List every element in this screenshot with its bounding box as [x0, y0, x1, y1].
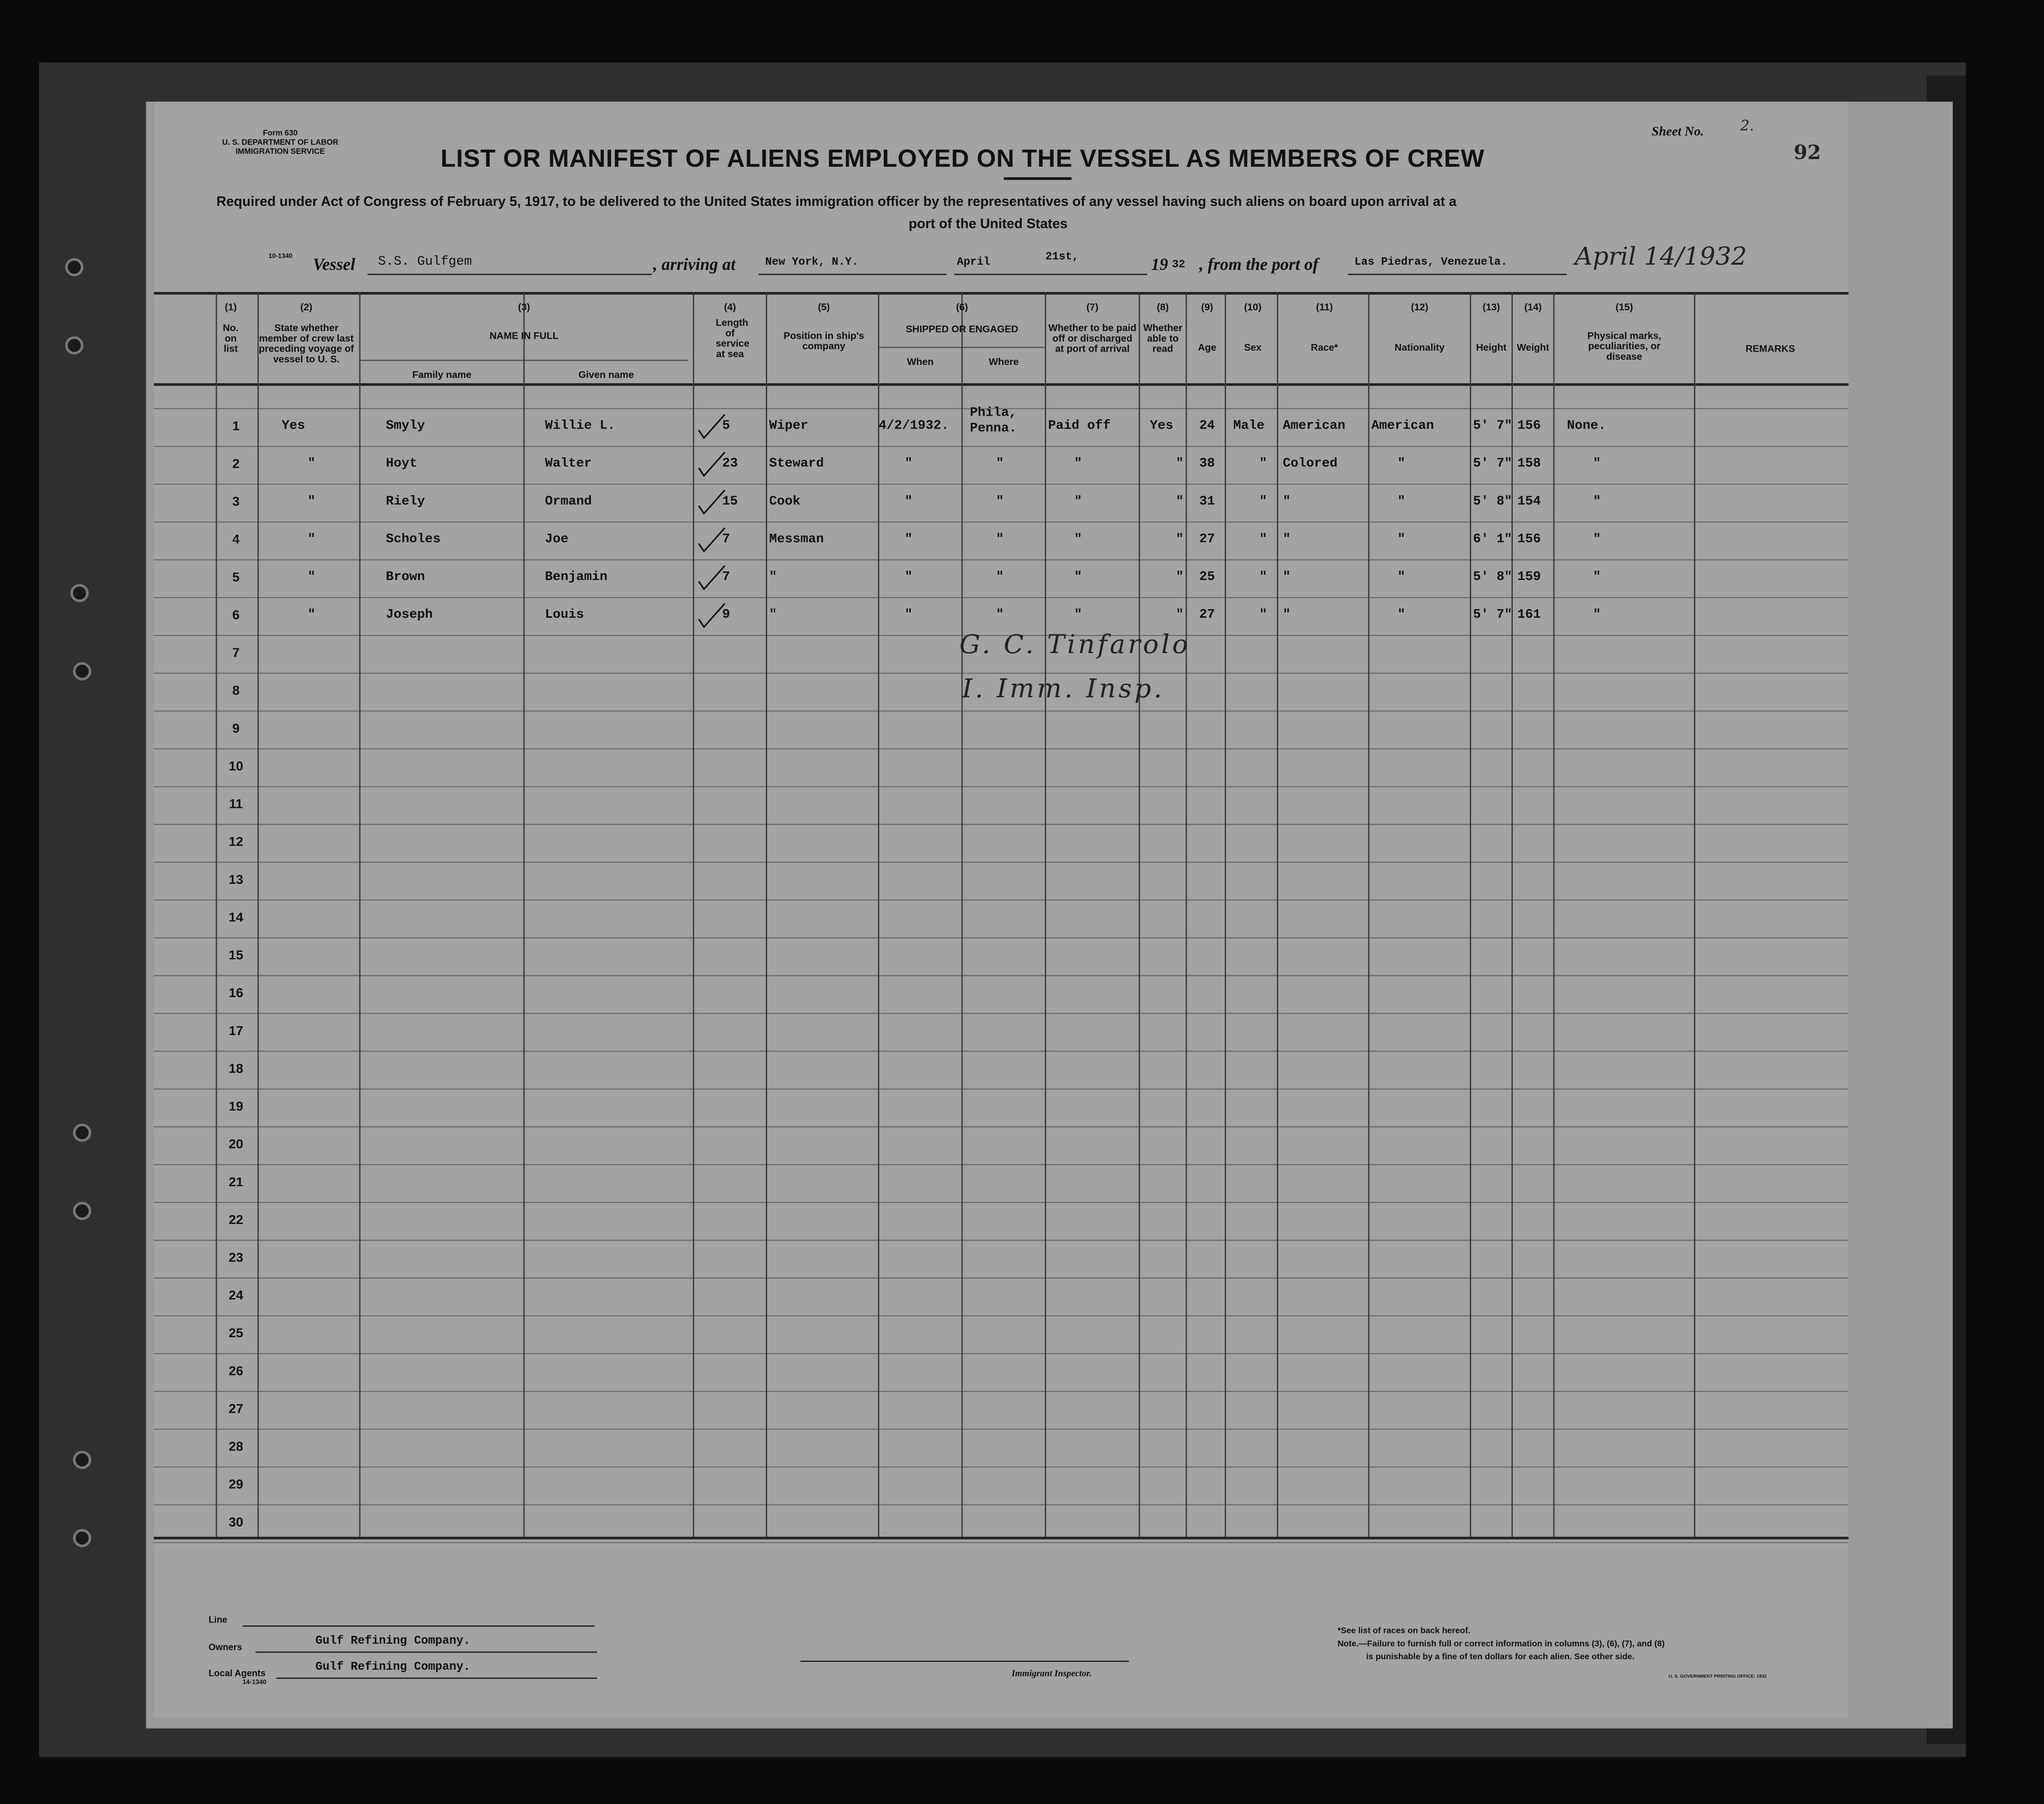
manifest-page [146, 102, 1953, 1729]
col4-header: (4) Length of service at sea [716, 301, 749, 360]
position-cell: " [769, 570, 777, 586]
weight-cell: 161 [1517, 609, 1541, 623]
able-to-read-cell: " [1176, 495, 1184, 510]
service-length-cell: 5 [722, 419, 730, 434]
paid-off-cell: " [1074, 609, 1082, 623]
checkmark-icon [699, 603, 725, 627]
row-number: 8 [232, 684, 240, 699]
race-cell: " [1283, 609, 1291, 623]
sex-cell: " [1259, 495, 1267, 510]
paid-off-cell: " [1074, 533, 1082, 548]
form-code: 10-1340 [268, 253, 293, 261]
form-number: Form 630 [263, 130, 298, 139]
position-cell: " [769, 609, 777, 623]
service-length-cell: 23 [722, 457, 738, 472]
shipped-where-cell: " [995, 495, 1004, 510]
race-cell: American [1283, 419, 1346, 434]
shipped-where-cell: " [995, 533, 1004, 548]
sex-cell: " [1259, 533, 1267, 548]
handwritten-departure-date: April 14/1932 [1574, 242, 1747, 271]
family-name-cell: Brown [385, 570, 425, 586]
row-number: 19 [228, 1100, 244, 1115]
weight-cell: 159 [1517, 570, 1541, 586]
row-number: 27 [228, 1402, 244, 1417]
page-number: 92 [1794, 140, 1821, 164]
col15-header: (15) Physical marks, peculiarities, or disease [1587, 301, 1661, 363]
sheet-label: Sheet No. [1651, 125, 1704, 140]
col9-header: (9) Age [1198, 301, 1217, 354]
weight-cell: 156 [1517, 419, 1541, 434]
position-cell: Cook [769, 495, 801, 510]
row-number: 18 [228, 1062, 244, 1077]
given-name-cell: Louis [545, 609, 584, 623]
height-cell: 5' 7" [1473, 457, 1512, 472]
paid-off-cell: " [1074, 570, 1082, 586]
when-header: When [907, 355, 934, 368]
where-header: Where [989, 355, 1019, 368]
physical-marks-cell: " [1593, 495, 1601, 510]
row-number: 17 [228, 1024, 244, 1039]
col5-header: (5) Position in ship's company [783, 301, 865, 352]
sheet-number: 2. [1740, 117, 1754, 135]
family-name-cell: Riely [385, 495, 425, 510]
given-name-cell: Ormand [545, 495, 592, 510]
row-number: 2 [232, 457, 240, 472]
age-cell: 27 [1199, 533, 1215, 548]
inspector-label: Immigrant Inspector. [1011, 1668, 1092, 1679]
owners-value: Gulf Refining Company. [315, 1634, 471, 1648]
binding-hole [73, 662, 91, 680]
paid-off-cell: " [1074, 457, 1082, 472]
race-cell: " [1283, 570, 1291, 586]
checkmark-icon [699, 452, 725, 476]
agents-label: Local Agents [208, 1669, 266, 1679]
checkmark-icon [699, 415, 725, 438]
row-number: 12 [228, 835, 244, 850]
col10-header: (10) Sex [1244, 301, 1262, 354]
shipped-where-cell: Phila, [970, 407, 1017, 421]
family-name-cell: Smyly [385, 419, 425, 434]
row-number: 21 [228, 1175, 244, 1190]
age-cell: 25 [1199, 570, 1215, 586]
binding-hole [70, 584, 88, 602]
inspector-title-handwritten: I. Imm. Insp. [962, 672, 1165, 704]
row-number: 30 [228, 1516, 244, 1531]
weight-cell: 154 [1517, 495, 1541, 510]
physical-marks-cell: " [1593, 533, 1601, 548]
row-number: 24 [228, 1289, 244, 1304]
given-name-cell: Willie L. [545, 419, 616, 434]
year-suffix: 32 [1172, 258, 1186, 271]
agents-code: 14-1340 [242, 1679, 267, 1687]
remarks-header: REMARKS [1745, 343, 1795, 355]
row-number: 26 [228, 1364, 244, 1379]
height-cell: 5' 8" [1473, 570, 1512, 586]
able-to-read-cell: " [1176, 457, 1184, 472]
previous-voyage-cell: Yes [281, 419, 305, 434]
row-number: 16 [228, 987, 244, 1001]
owners-label: Owners [208, 1643, 242, 1653]
checkmark-icon [699, 566, 725, 589]
given-name-cell: Walter [545, 457, 592, 472]
shipped-when-cell: " [904, 570, 913, 586]
service-length-cell: 7 [722, 533, 730, 548]
family-name-cell: Joseph [385, 609, 433, 623]
col2-header: (2) State whether member of crew last preceding voyage of vessel to U. S. [258, 301, 354, 365]
race-cell: Colored [1283, 457, 1338, 472]
col3-header: (3) NAME IN FULL [489, 301, 559, 342]
col11-header: (11) Race* [1311, 301, 1338, 354]
row-number: 4 [232, 533, 240, 548]
row-number: 11 [229, 797, 243, 812]
binding-hole [65, 336, 83, 354]
age-cell: 24 [1199, 419, 1215, 434]
nationality-cell: " [1397, 457, 1405, 472]
binding-hole [73, 1124, 91, 1142]
shipped-when-cell: 4/2/1932. [878, 419, 949, 434]
physical-marks-cell: " [1593, 457, 1601, 472]
able-to-read-cell: " [1176, 609, 1184, 623]
col14-header: (14) Weight [1517, 301, 1550, 354]
position-cell: Steward [769, 457, 824, 472]
row-number: 5 [232, 570, 240, 586]
shipped-where-cell: " [995, 609, 1004, 623]
sex-cell: Male [1233, 419, 1265, 434]
nationality-cell: " [1397, 609, 1405, 623]
height-cell: 5' 8" [1473, 495, 1512, 510]
able-to-read-cell: " [1176, 570, 1184, 586]
row-number: 7 [232, 646, 240, 661]
checkmark-icon [699, 528, 725, 551]
col1-header: (1) No. on list [223, 301, 239, 355]
arriving-label: , arriving at [653, 254, 736, 274]
agents-value: Gulf Refining Company. [315, 1660, 471, 1674]
shipped-when-cell: " [904, 495, 913, 510]
sex-cell: " [1259, 570, 1267, 586]
given-name-cell: Joe [545, 533, 568, 548]
age-cell: 27 [1199, 609, 1215, 623]
race-cell: " [1283, 495, 1291, 510]
age-cell: 31 [1199, 495, 1215, 510]
row-number: 23 [228, 1251, 244, 1266]
position-cell: Wiper [769, 419, 809, 434]
row-number: 10 [228, 760, 244, 774]
shipped-when-cell: " [904, 457, 913, 472]
weight-cell: 156 [1517, 533, 1541, 548]
arriving-port: New York, N.Y. [765, 255, 858, 269]
family-name-header: Family name [412, 369, 472, 381]
row-number: 6 [232, 609, 240, 623]
checkmark-icon [699, 490, 725, 514]
row-number: 9 [232, 722, 240, 737]
weight-cell: 158 [1517, 457, 1541, 472]
row-number: 22 [228, 1213, 244, 1228]
row-number: 15 [228, 949, 244, 964]
previous-voyage-cell: " [308, 457, 316, 472]
department-name: U. S. DEPARTMENT OF LABOR [222, 139, 339, 148]
binding-hole [65, 258, 83, 276]
shipped-where-cell: " [995, 570, 1004, 586]
previous-voyage-cell: " [308, 533, 316, 548]
sex-cell: " [1259, 457, 1267, 472]
row-number: 25 [228, 1327, 244, 1342]
paid-off-cell: Paid off [1048, 419, 1111, 434]
manifest-title: LIST OR MANIFEST OF ALIENS EMPLOYED ON THE VESSEL AS MEMBERS OF CREW [440, 146, 1485, 173]
shipped-where-cell: " [995, 457, 1004, 472]
given-name-cell: Benjamin [545, 570, 608, 586]
inspector-signature-line [801, 1661, 1129, 1662]
row-number: 13 [228, 873, 244, 888]
height-cell: 6' 1" [1473, 533, 1512, 548]
shipped-where-cell-line2: Penna. [970, 422, 1017, 437]
given-name-header: Given name [578, 369, 634, 381]
binding-hole [73, 1451, 91, 1469]
penalty-note-line-2: is punishable by a fine of ten dollars for each alien. See other side. [1366, 1653, 1635, 1662]
vessel-name: S.S. Gulfgem [378, 255, 472, 270]
col12-header: (12) Nationality [1394, 301, 1445, 354]
row-number: 29 [228, 1478, 244, 1493]
height-cell: 5' 7" [1473, 419, 1512, 434]
previous-voyage-cell: " [308, 495, 316, 510]
printer-imprint: U. S. GOVERNMENT PRINTING OFFICE: 1932 [1669, 1674, 1767, 1679]
sex-cell: " [1259, 609, 1267, 623]
arrival-month: April [957, 255, 990, 269]
previous-voyage-cell: " [308, 609, 316, 623]
penalty-note-line-1: Note.—Failure to furnish full or correct information in columns (3), (6), (7), and (8) [1337, 1640, 1665, 1649]
col8-header: (8) Whether able to read [1143, 301, 1183, 355]
nationality-cell: " [1397, 533, 1405, 548]
race-cell: " [1283, 533, 1291, 548]
arrival-day: 21st, [1045, 250, 1079, 264]
row-number: 3 [232, 495, 240, 510]
subtitle-line-2: port of the United States [909, 216, 1068, 232]
position-cell: Messman [769, 533, 824, 548]
family-name-cell: Scholes [385, 533, 441, 548]
service-length-cell: 15 [722, 495, 738, 510]
physical-marks-cell: " [1593, 609, 1601, 623]
row-number: 28 [228, 1440, 244, 1455]
binding-hole [73, 1202, 91, 1220]
nationality-cell: " [1397, 495, 1405, 510]
age-cell: 38 [1199, 457, 1215, 472]
binding-hole [73, 1529, 91, 1547]
row-number: 20 [228, 1138, 244, 1152]
owners-underline [256, 1652, 597, 1653]
col6-header: (6) SHIPPED OR ENGAGED [906, 301, 1018, 335]
col13-header: (13) Height [1476, 301, 1507, 354]
service-length-cell: 9 [722, 609, 730, 623]
vessel-label: Vessel [312, 254, 355, 274]
shipped-when-cell: " [904, 609, 913, 623]
agents-underline [277, 1677, 597, 1679]
inspector-signature: G. C. Tinfarolo [959, 628, 1191, 660]
subtitle-line-1: Required under Act of Congress of February 5, 1917, to be delivered to the United States immigration officer by the representatives of any vessel having such aliens on board upon arrival at a [216, 194, 1457, 210]
col7-header: (7) Whether to be paid off or discharged at port of arrival [1048, 301, 1137, 355]
line-label: Line [208, 1616, 227, 1626]
races-note: *See list of races on back hereof. [1337, 1626, 1470, 1636]
year-prefix: 19 [1151, 254, 1168, 274]
shipped-when-cell: " [904, 533, 913, 548]
service-name: IMMIGRATION SERVICE [235, 149, 325, 157]
service-length-cell: 7 [722, 570, 730, 586]
from-port-label: , from the port of [1199, 254, 1319, 274]
able-to-read-cell: Yes [1149, 419, 1174, 434]
able-to-read-cell: " [1176, 533, 1184, 548]
row-number: 14 [228, 911, 244, 926]
family-name-cell: Hoyt [385, 457, 417, 472]
physical-marks-cell: " [1593, 570, 1601, 586]
from-port: Las Piedras, Venezuela. [1354, 255, 1508, 269]
nationality-cell: American [1371, 419, 1434, 434]
nationality-cell: " [1397, 570, 1405, 586]
height-cell: 5' 7" [1473, 609, 1512, 623]
line-underline [243, 1625, 595, 1627]
physical-marks-cell: None. [1567, 419, 1606, 434]
previous-voyage-cell: " [308, 570, 316, 586]
row-number: 1 [232, 419, 240, 434]
paid-off-cell: " [1074, 495, 1082, 510]
